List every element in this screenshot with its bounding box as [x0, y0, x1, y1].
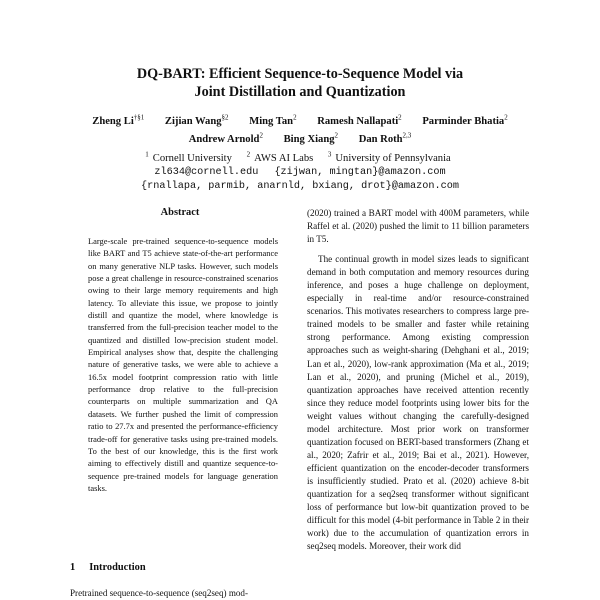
authors-line-2	[0, 129, 600, 148]
email: {zijwan, mingtan}@amazon.com	[274, 166, 446, 178]
author-block	[0, 110, 600, 194]
abstract-body: Large-scale pre-trained sequence-to-sequence models like BART and T5 achieve state-of-the-art performance on many generative NLP tasks. However, such models pose a great challenge in resource-constrained scenarios owing to their large memory requirements and high latency. To alleviate this issue, we propose to jointly distill and quantize the model, where knowledge is transferred from the full-precision teacher model to the quantized and distilled low-precision student model. Empirical analyses show that, despite the challenging nature of generative tasks, we were able to achieve a 16.5x model footprint compression ratio with little performance drop relative to the full-precision counterparts on multiple summarization and QA datasets. We further pushed the limit of compression ratio to 27.7x and presented the performance-efficiency trade-off for generative tasks using pre-trained models. To the best of our knowledge, this is the first work aiming to effectively distill and quantize sequence-to-sequence pre-trained models for language generation tasks.	[88, 236, 278, 493]
author: Zijian Wang$^{\S 2}$	[164, 113, 229, 127]
author: Andrew Arnold$^2$	[188, 131, 263, 146]
title-line-1: DQ-BART: Efficient Sequence-to-Sequence Model via	[136, 66, 464, 82]
right-paragraph-1: (2020) trained a BART model with 400M parameters, while Raffel et al. (2020) pushed the limit to 11 billion parameters in T5.	[307, 208, 529, 245]
affiliations	[0, 147, 600, 166]
intro-first-line: Pretrained sequence-to-sequence (seq2seq) mod-	[70, 588, 249, 598]
author: Bing Xiang$^2$	[283, 131, 339, 146]
right-paragraph-2: The continual growth in model sizes leads to significant demand in both computation and memory resources during inference, and poses a huge challenge on deployment, especially in real-time and/or resource-constrained scenarios. This motivates researchers to compress large pre-trained models to be smaller and faster while retaining strong performance. Among existing compression approaches such as weight-sharing (Dehghani et al., 2019; Lan et al., 2020), low-rank approximation (Ma et al., 2019; Lan et al., 2020), and pruning (Michel et al., 2019), quantization approaches have received attention recently since they reduce model footprints using lower bits for the weight values without changing the carefully-designed model architecture. Most prior work on transformer quantization focused on BERT-based transformers (Zhang et al., 2020; Zafrir et al., 2019; Bai et al., 2021). However, efficient quantization on the encoder-decoder transformers is insufficiently studied. Prato et al. (2020) achieve 8-bit quantization for a seq2seq transformer without significant loss of performance but low-bit quantization proved to be difficult for this model (4-bit performance in Table 2 in their work) due to the accumulation of quantization errors in seq2seq models. Moreover, their work did	[307, 254, 529, 552]
affiliation: $^1$ Cornell University	[145, 150, 232, 164]
affiliation: $^3$ University of Pennsylvania	[327, 150, 451, 164]
title-line-2: Joint Distillation and Quantization	[194, 83, 406, 100]
author: Parminder Bhatia$^2$	[422, 113, 508, 127]
affiliation: $^2$ AWS AI Labs	[246, 150, 314, 164]
section-heading	[70, 562, 290, 573]
author: Ming Tan$^2$	[249, 113, 297, 127]
section-title: Introduction	[89, 562, 146, 573]
authors-line-1	[0, 110, 600, 129]
emails-line-1	[0, 166, 600, 180]
right-column	[307, 207, 529, 553]
email: {rnallapa, parmib, anarnld, bxiang, drot}@amazon.com	[141, 180, 459, 192]
email: zl634@cornell.edu	[154, 166, 259, 178]
section-number: 1	[70, 562, 76, 573]
author: Ramesh Nallapati$^2$	[317, 113, 402, 127]
author: Dan Roth$^{2,3}$	[358, 131, 412, 146]
paper-title	[0, 66, 600, 101]
abstract-heading: Abstract	[160, 207, 200, 218]
author: Zheng Li$^{\dagger\S 1}$	[92, 113, 145, 127]
emails-line-2	[0, 180, 600, 194]
